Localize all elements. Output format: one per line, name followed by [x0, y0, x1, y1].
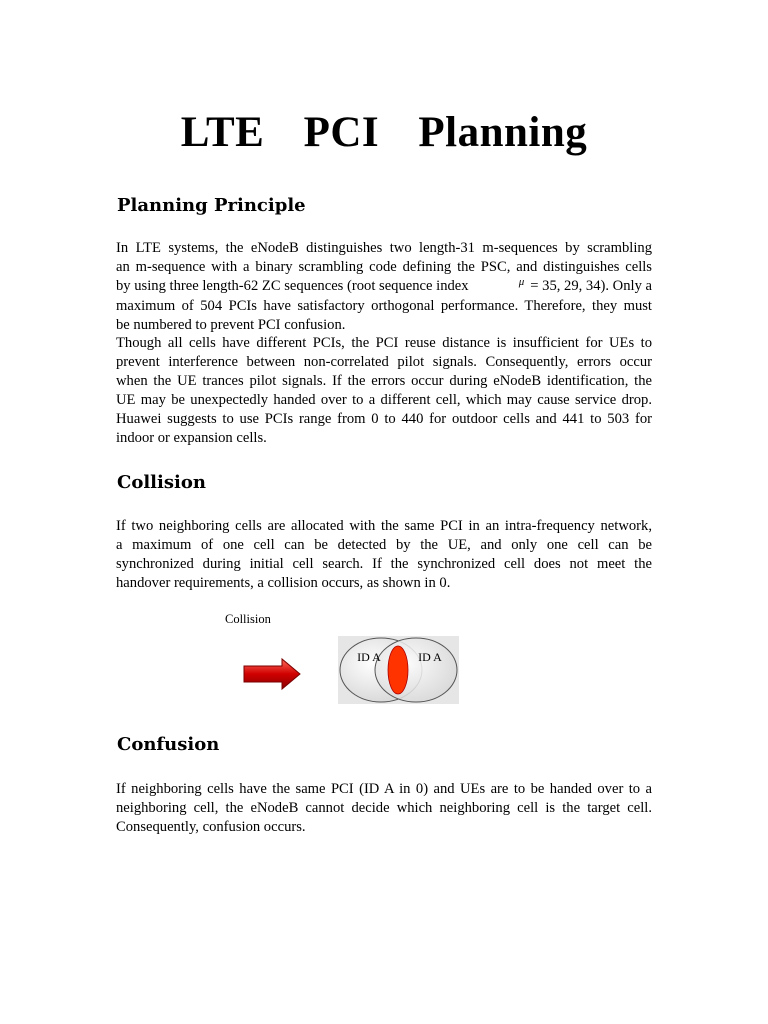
- text-line: If two neighboring cells are allocated with the same PCI in an intra-frequency network,: [116, 518, 652, 534]
- text-line: when the UE trances pilot signals. If the errors occur during eNodeB identification, the: [116, 373, 652, 389]
- text-line: handover requirements, a collision occurs, as shown in 0.: [116, 575, 451, 591]
- text-line: Though all cells have different PCIs, the PCI reuse distance is insufficient for UEs to: [116, 335, 652, 351]
- collision-paragraph: [116, 517, 652, 593]
- venn-label-left: ID A: [357, 650, 381, 664]
- figure-caption: Collision: [225, 612, 271, 626]
- text-line: indoor or expansion cells.: [116, 430, 267, 446]
- arrow-right-icon: [242, 656, 302, 692]
- text-fragment: by using three length-62 ZC sequences (root sequence index: [116, 278, 469, 294]
- mu-symbol: μ: [518, 276, 525, 288]
- overlap-region: [388, 646, 408, 694]
- text-line: synchronized during initial cell search. If the synchronized cell does not meet the: [116, 556, 652, 572]
- page-title: LTE PCI Planning: [180, 109, 588, 156]
- text-line: Consequently, confusion occurs.: [116, 819, 306, 835]
- text-line: neighboring cell, the eNodeB cannot decide which neighboring cell is the target cell.: [116, 800, 652, 816]
- text-line: a maximum of one cell can be detected by the UE, and only one cell can be: [116, 537, 652, 553]
- planning-principle-paragraph-2: [116, 334, 652, 448]
- text-line: In LTE systems, the eNodeB distinguishes two length-31 m-sequences by scrambling: [116, 240, 652, 256]
- text-line: Huawei suggests to use PCIs range from 0 to 440 for outdoor cells and 441 to 503 for: [116, 411, 652, 427]
- text-line: UE may be unexpectedly handed over to a different cell, which may cause service drop.: [116, 392, 652, 408]
- section-heading-planning-principle: Planning Principle: [117, 195, 306, 216]
- collision-venn-diagram: [338, 636, 459, 704]
- cell-circle-right: [375, 638, 457, 702]
- text-line: maximum of 504 PCIs have satisfactory orthogonal performance. Therefore, they must: [116, 298, 652, 314]
- text-fragment-tail: [515, 277, 652, 297]
- text-line: be numbered to prevent PCI confusion.: [116, 317, 346, 333]
- venn-label-right: ID A: [418, 650, 442, 664]
- text-line-with-symbol: [116, 277, 652, 297]
- planning-principle-paragraph-1: [116, 239, 652, 335]
- section-heading-confusion: Confusion: [117, 734, 220, 755]
- text-line: If neighboring cells have the same PCI (ID A in 0) and UEs are to be handed over to a: [116, 781, 652, 797]
- text-line: an m-sequence with a binary scrambling code defining the PSC, and distinguishes cells: [116, 259, 652, 275]
- text-fragment: = 35, 29, 34). Only a: [530, 278, 652, 294]
- confusion-paragraph: [116, 780, 652, 837]
- text-line: prevent interference between non-correlated pilot signals. Consequently, errors occur: [116, 354, 652, 370]
- section-heading-collision: Collision: [117, 472, 206, 493]
